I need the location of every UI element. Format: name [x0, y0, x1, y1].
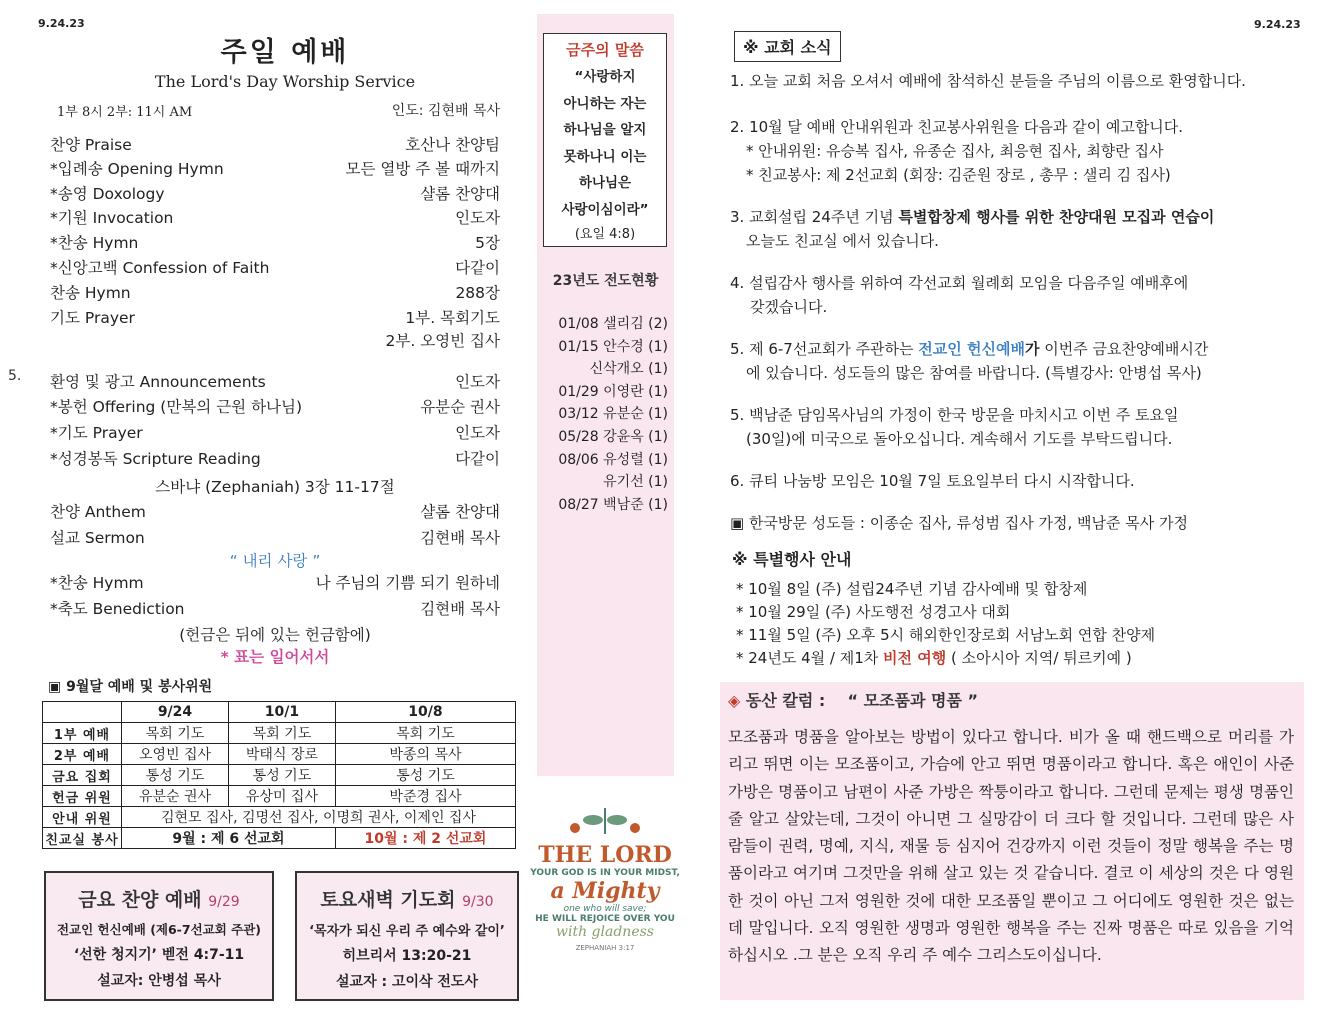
- order-row: [50, 500, 500, 523]
- order-item-label: *기원 Invocation: [50, 209, 174, 227]
- roster-header: 10/1: [228, 702, 335, 723]
- order-item-label: *입례송 Opening Hymn: [50, 160, 224, 178]
- news-item-5: [730, 338, 1290, 361]
- saturday-title-text: 토요새벽 기도회: [320, 889, 456, 911]
- special-event-1: * 10월 8일 (주) 설립24주년 기념 감사예배 및 합창제: [736, 580, 1088, 598]
- special-event-4-text: * 24년도 4월 / 제1차: [736, 649, 884, 667]
- table-cell: 박종의 목사: [335, 744, 515, 765]
- order-item-value: 김현배 목사: [420, 529, 500, 547]
- roster-header: 10/8: [335, 702, 515, 723]
- list-item: 08/06 유성렬 (1): [558, 451, 668, 468]
- table-cell: 통성 기도: [335, 765, 515, 786]
- scripture-reference: 스바냐 (Zephaniah) 3장 11-17절: [155, 478, 395, 496]
- order-item-value: 인도자: [455, 424, 500, 442]
- verse-reference: (요일 4:8): [574, 227, 636, 242]
- art-line2: YOUR GOD IS IN YOUR MIDST,: [530, 868, 680, 878]
- roster-table: [42, 701, 516, 849]
- news-item-3b: 오늘도 친교실 에서 있습니다.: [746, 232, 939, 250]
- news-item-4: 4. 설립감사 행사를 위하여 각선교회 월례회 모임을 다음주일 예배후에: [730, 274, 1189, 292]
- order-row: [50, 395, 500, 418]
- news-item-8: ▣ 한국방문 성도들 : 이종순 집사, 류성범 집사 가정, 백남준 목사 가정: [730, 514, 1188, 532]
- order-item-value: 샬롬 찬양대: [420, 185, 500, 203]
- roster-header: 9/24: [122, 702, 229, 723]
- order-row: [50, 281, 500, 304]
- saturday-line3: 설교자 : 고이삭 전도사: [336, 974, 478, 990]
- weekly-verse-box: [543, 33, 667, 247]
- stand-note: * 표는 일어서서: [220, 648, 330, 666]
- scripture-art: [530, 802, 680, 992]
- news-item-1: 1. 오늘 교회 처음 오셔서 예배에 참석하신 분들을 주님의 이름으로 환영합니다.: [730, 72, 1246, 90]
- order-item-value: 288장: [455, 284, 500, 302]
- roster-header: [43, 702, 122, 723]
- verse-heading: 금주의 말씀: [566, 41, 644, 59]
- order-item-label: *성경봉독 Scripture Reading: [50, 450, 261, 468]
- side-number: 5.: [8, 368, 22, 384]
- special-event-4: [736, 647, 1296, 670]
- order-row: [50, 133, 500, 156]
- table-row: [43, 828, 516, 849]
- verse-line: 못하나니 이는: [563, 148, 647, 165]
- order-item-label: 설교 Sermon: [50, 529, 145, 547]
- order-row: [50, 370, 500, 393]
- friday-line2: ‘선한 청지기’ 벧전 4:7-11: [73, 947, 245, 963]
- row-label: 안내 위원: [43, 807, 122, 828]
- art-line6: with gladness: [556, 924, 654, 940]
- saturday-line2: 히브리서 13:20-21: [342, 948, 472, 964]
- order-item-label: *기도 Prayer: [50, 424, 143, 442]
- service-times: 1부 8시 2부: 11시 AM: [57, 105, 193, 120]
- list-item: 01/15 안수경 (1): [558, 338, 668, 355]
- table-cell: 김현모 집사, 김명선 집사, 이명희 권사, 이제인 집사: [122, 807, 516, 828]
- order-item-value: 5장: [475, 234, 500, 252]
- news-item-2a: * 안내위원: 유승복 집사, 유종순 집사, 최응현 집사, 최향란 집사: [746, 142, 1164, 160]
- table-row: [43, 744, 516, 765]
- order-item-value: 김현배 목사: [420, 600, 500, 618]
- table-cell: 통성 기도: [228, 765, 335, 786]
- special-event-4-highlight: 비전 여행: [883, 649, 947, 667]
- table-cell: 목회 기도: [228, 723, 335, 744]
- saturday-title: [297, 885, 517, 912]
- order-row: [50, 421, 500, 444]
- order-item-label: *봉헌 Offering (만복의 근원 하나님): [50, 398, 303, 416]
- order-item-label: *송영 Doxology: [50, 185, 165, 203]
- table-row: [43, 807, 516, 828]
- order-item-value: 샬롬 찬양대: [420, 503, 500, 521]
- special-event-3: * 11월 5일 (주) 오후 5시 해외한인장로회 서남노회 연합 찬양제: [736, 626, 1156, 644]
- news-item-2: 2. 10월 달 예배 안내위원과 친교봉사위원을 다음과 같이 예고합니다.: [730, 118, 1184, 136]
- order-item-label: 찬양 Anthem: [50, 503, 146, 521]
- verse-text: [544, 64, 666, 223]
- art-line5: HE WILL REJOICE OVER YOU: [535, 914, 675, 924]
- order-item-label: 찬양 Praise: [50, 136, 132, 154]
- order-item-label: 기도 Prayer: [50, 309, 135, 327]
- saturday-line1: ‘목자가 되신 우리 주 예수와 같이’: [309, 924, 505, 939]
- column-body: 모조품과 명품을 알아보는 방법이 있다고 합니다. 비가 올 때 핸드백으로 머리를 가리고 뛰면 이는 모조품이고, 가슴에 안고 뛰면 명품이라고 합니다. 혹은 애인이 사준 가방은 명품이고 남편이 사준 가방은 짝퉁이라고 합니다. 그런데 문제는 평생 명품인줄 알고 살았는데, 그것이 아니면 그 실망감이 더 크다 할 것입니다. 그런데 많은 사람들이 권력, 명예, 지식, 재물 등 심지어 건강까지 이런 것들이 정말 행복을 주는 명품이라고 여기며 그것만을 위해 살고 있는 것 같습니다. 결코 이 세상의 것은 다 영원한 것이 아닌 그저 영원한 것에 대한 모조품일 뿐이고 그 어디에도 영원한 것은 없는데 말입니다. 오직 영원한 생명과 영원한 행복을 주는 진짜 명품은 따로 있음을 기억하십시오 .그 분은 오직 우리 주 예수 그리스도이십니다.: [728, 728, 1294, 965]
- news-item-5-text: 5. 제 6-7선교회가 주관하는: [730, 340, 919, 358]
- date-left: 9.24.23: [38, 17, 85, 30]
- order-item-value: 인도자: [455, 373, 500, 391]
- order-item-label: 환영 및 광고 Announcements: [50, 373, 266, 391]
- news-item-3-bold: 특별합창제 행사를 위한 찬양대원 모집과 연습이: [898, 208, 1215, 226]
- list-item: 05/28 강윤옥 (1): [558, 429, 668, 445]
- news-item-2b: * 친교봉사: 제 2선교회 (회장: 김준원 장로 , 총무 : 샐리 김 집사): [746, 166, 1171, 184]
- order-row: [50, 447, 500, 470]
- order-item-value: 2부. 오영빈 집사: [385, 332, 500, 350]
- order-row: [50, 329, 500, 352]
- row-label: 2부 예배: [43, 744, 122, 765]
- roster-title: ▣ 9월달 예배 및 봉사위원: [48, 679, 213, 695]
- table-cell: 박태식 장로: [228, 744, 335, 765]
- column-heading-text: 동산 칼럼 :: [745, 691, 826, 710]
- table-cell: 통성 기도: [122, 765, 229, 786]
- special-event-2: * 10월 29일 (주) 사도행전 성경고사 대회: [736, 603, 1011, 621]
- verse-line: “사랑하지: [574, 69, 636, 85]
- roster-header-row: [43, 702, 516, 723]
- news-item-7: 6. 큐티 나눔방 모임은 10월 7일 토요일부터 다시 시작합니다.: [730, 472, 1135, 490]
- news-item-6: 5. 백남준 담임목사님의 가정이 한국 방문을 마치시고 이번 주 토요일: [730, 406, 1179, 424]
- art-line7: ZEPHANIAH 3:17: [575, 944, 635, 952]
- order-row: [50, 206, 500, 229]
- order-item-value: 다같이: [455, 259, 500, 277]
- news-item-4b: 갖겠습니다.: [750, 298, 828, 316]
- order-row: [50, 306, 500, 329]
- order-item-label: *찬송 Hymn: [50, 234, 139, 252]
- leaf-ornament-icon: [545, 806, 665, 836]
- order-item-value: 모든 열방 주 볼 때까지: [345, 160, 500, 178]
- order-row: [50, 256, 500, 279]
- verse-line: 하나님은: [578, 175, 632, 191]
- list-item: 신삭개오 (1): [589, 361, 668, 378]
- row-label: 헌금 위원: [43, 786, 122, 807]
- special-event-4-rest: ( 소아시아 지역/ 튀르키예 ): [946, 649, 1132, 667]
- order-item-label: *축도 Benediction: [50, 600, 185, 618]
- table-cell: 오영빈 집사: [122, 744, 229, 765]
- evangelism-heading: 23년도 전도현황: [552, 273, 659, 289]
- row-label: 1부 예배: [43, 723, 122, 744]
- verse-line: 아니하는 자는: [563, 95, 647, 112]
- order-row: [50, 597, 500, 620]
- special-events-heading: ※ 특별행사 안내: [732, 550, 852, 569]
- order-row: [50, 526, 500, 549]
- order-item-value: 다같이: [455, 450, 500, 468]
- list-item: 01/08 샐리김 (2): [558, 316, 668, 332]
- worship-title: 주일 예배: [220, 37, 350, 68]
- table-cell: 유상미 집사: [228, 786, 335, 807]
- table-row: [43, 723, 516, 744]
- friday-worship-box: [44, 871, 274, 1001]
- date-right: 9.24.23: [1254, 18, 1301, 31]
- order-row: [50, 157, 500, 180]
- news-heading: ※ 교회 소식: [734, 31, 841, 62]
- friday-title-text: 금요 찬양 예배: [78, 889, 202, 911]
- order-row: [50, 571, 500, 594]
- list-item: 01/29 이영란 (1): [558, 383, 668, 400]
- order-item-value: 유분순 권사: [420, 398, 500, 416]
- saturday-prayer-box: [295, 871, 519, 1001]
- worship-subtitle: The Lord's Day Worship Service: [154, 72, 416, 91]
- art-line4: one who will save;: [563, 904, 647, 914]
- order-item-value: 나 주님의 기쁨 되기 원하네: [315, 574, 500, 592]
- news-item-5b: 에 있습니다. 성도들의 많은 참여를 바랍니다. (특별강사: 안병섭 목사): [746, 364, 1202, 382]
- news-item-3: [730, 206, 1290, 229]
- order-item-value: 1부. 목회기도: [405, 309, 500, 327]
- sermon-title: “ 내리 사랑 ”: [229, 552, 321, 570]
- offering-note: (헌금은 뒤에 있는 헌금함에): [179, 626, 371, 644]
- row-label: 금요 집회: [43, 765, 122, 786]
- friday-title: [46, 885, 272, 912]
- column-title: “ 모조품과 명품 ”: [847, 691, 979, 710]
- order-row: [50, 182, 500, 205]
- saturday-date: 9/30: [462, 894, 494, 910]
- news-item-5-bold: 가: [1024, 340, 1040, 358]
- news-item-3-text: 3. 교회설립 24주년 기념: [730, 208, 899, 226]
- order-item-label: 찬송 Hymn: [50, 284, 131, 302]
- order-item-label: *찬송 Hymm: [50, 574, 144, 592]
- verse-line: 사랑이심이라”: [561, 201, 649, 218]
- list-item: 03/12 유분순 (1): [558, 406, 668, 423]
- news-item-6b: (30일)에 미국으로 돌아오십니다. 계속해서 기도를 부탁드립니다.: [746, 430, 1173, 448]
- order-item-label: *신앙고백 Confession of Faith: [50, 259, 270, 277]
- table-cell: 목회 기도: [122, 723, 229, 744]
- table-cell: 9월 : 제 6 선교회: [122, 828, 336, 849]
- news-item-5-rest: 이번주 금요찬양예배시간: [1039, 340, 1209, 358]
- table-cell: 10월 : 제 2 선교회: [335, 828, 515, 849]
- friday-line1: 전교인 헌신예배 (제6-7선교회 주관): [56, 922, 262, 937]
- verse-line: 하나님을 알지: [563, 122, 647, 138]
- table-cell: 박준경 집사: [335, 786, 515, 807]
- row-label: 친교실 봉사: [43, 828, 122, 849]
- art-line1: THE LORD: [538, 842, 672, 868]
- table-row: [43, 765, 516, 786]
- table-cell: 목회 기도: [335, 723, 515, 744]
- friday-date: 9/29: [208, 894, 240, 910]
- table-cell: 유분순 권사: [122, 786, 229, 807]
- diamond-icon: ◈: [728, 691, 741, 710]
- art-line3: a Mighty: [550, 878, 660, 904]
- table-row: [43, 786, 516, 807]
- order-row: [50, 231, 500, 254]
- list-item: 08/27 백남준 (1): [558, 496, 668, 513]
- list-item: 유기선 (1): [603, 474, 668, 491]
- column-heading: [728, 688, 978, 711]
- order-item-value: 인도자: [455, 209, 500, 227]
- news-item-5-highlight: 전교인 헌신예배: [918, 340, 1025, 358]
- friday-line3: 설교자: 안병섭 목사: [97, 973, 221, 989]
- order-item-value: 호산나 찬양팀: [405, 136, 500, 154]
- officiant: 인도: 김현배 목사: [391, 103, 500, 119]
